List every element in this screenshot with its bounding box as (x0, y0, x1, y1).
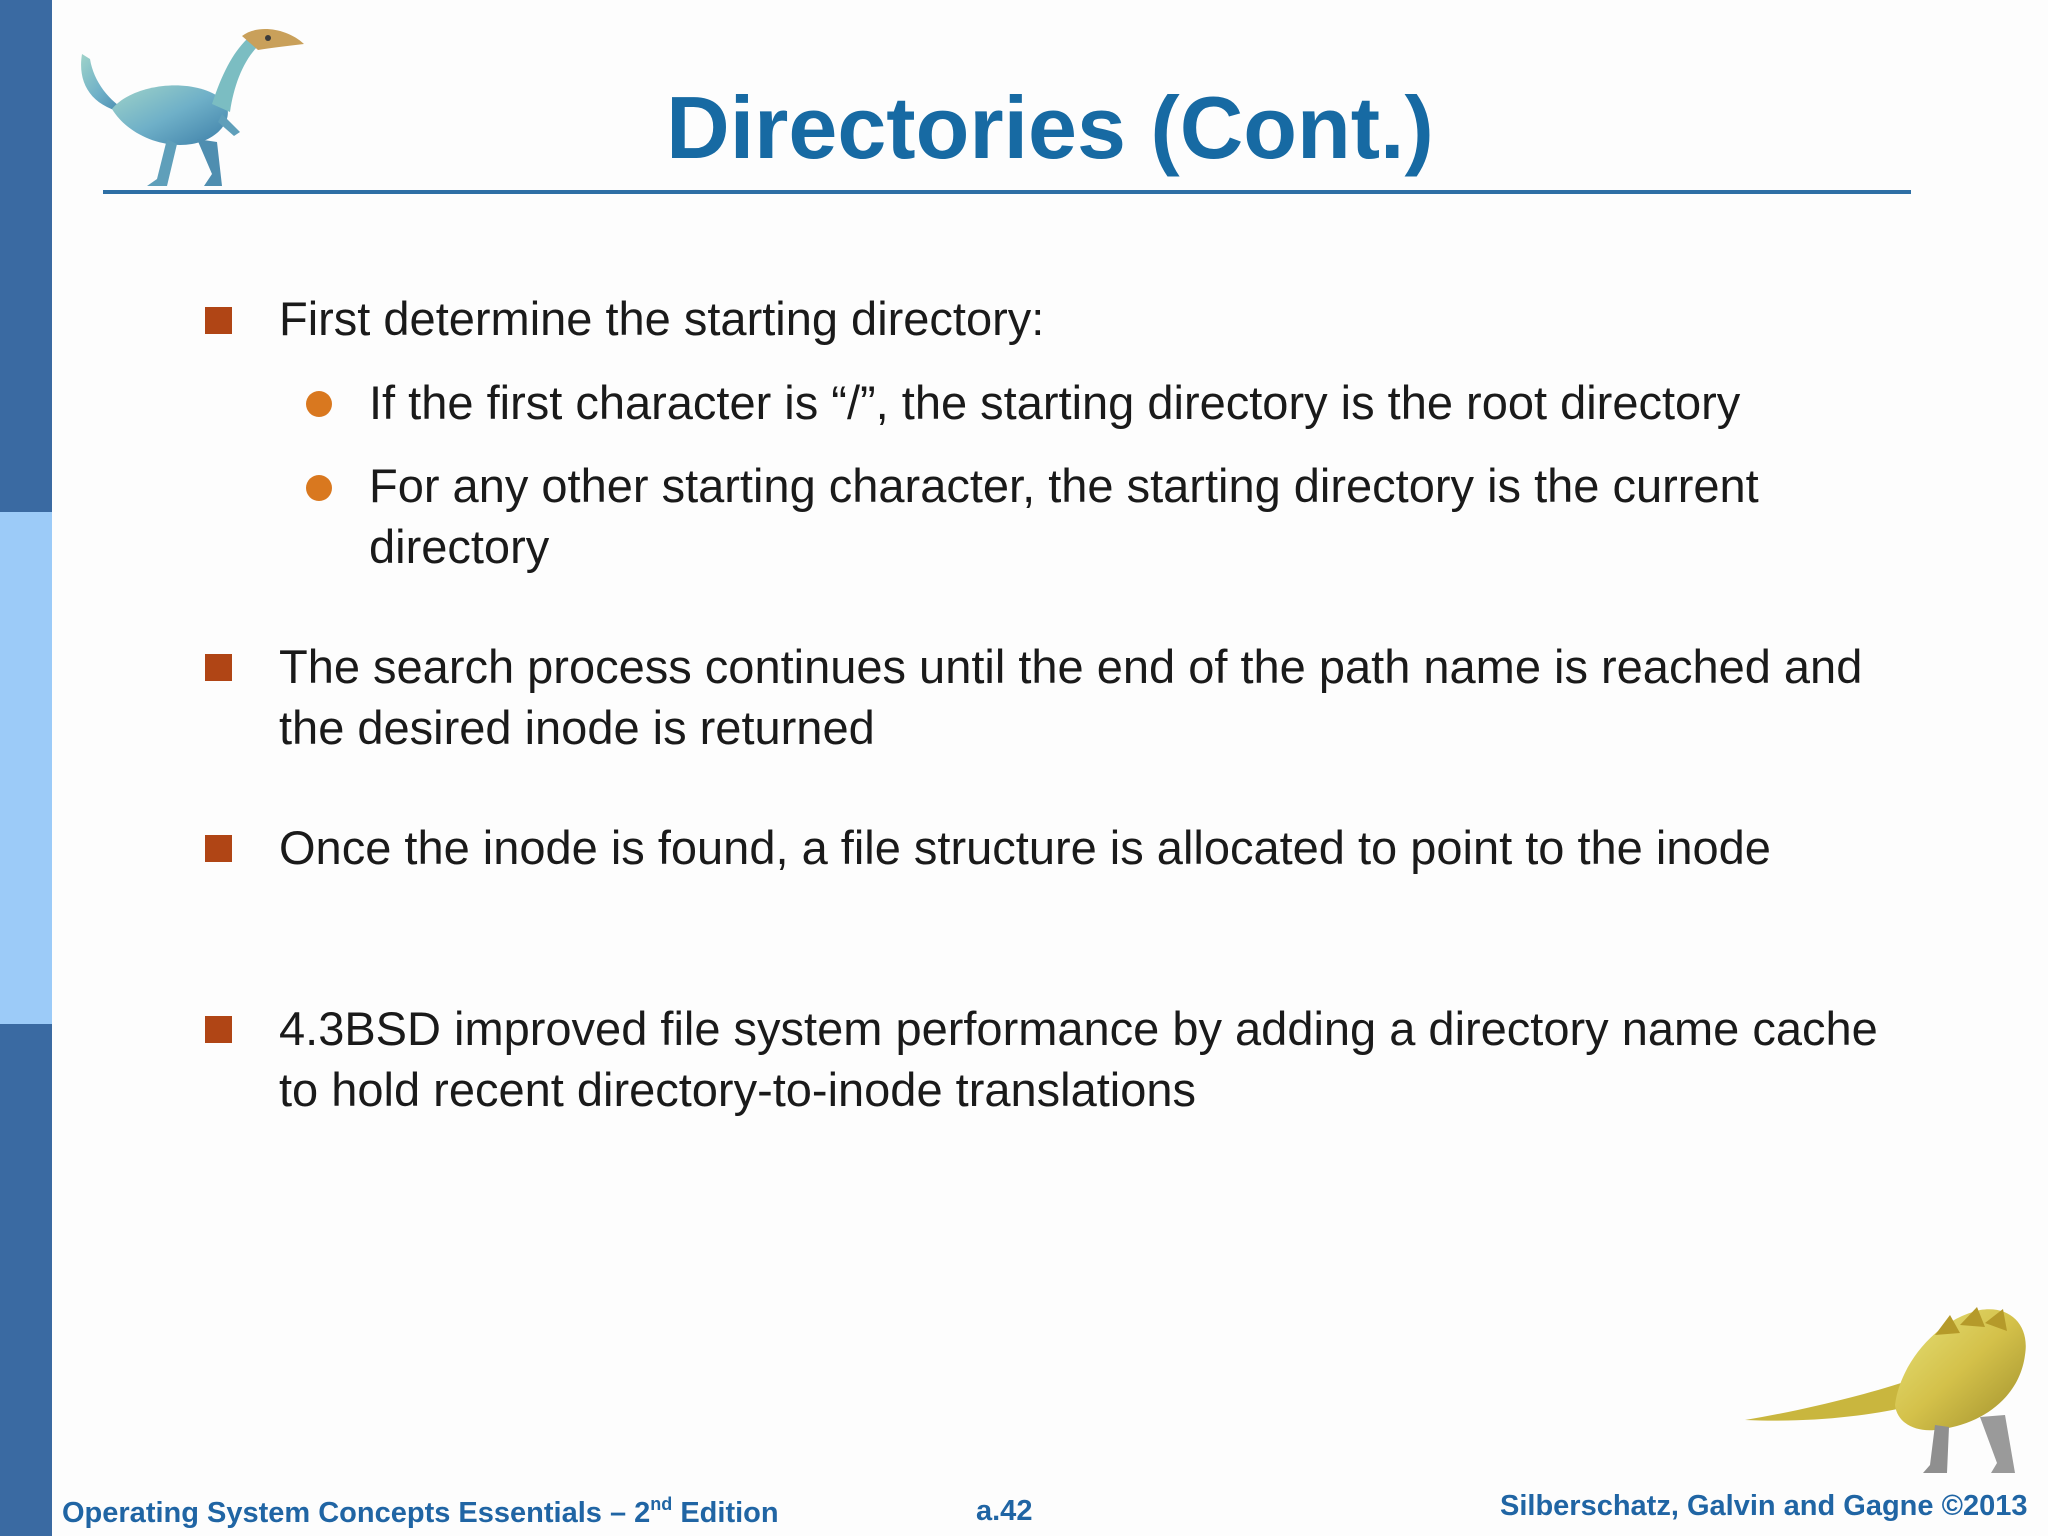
bullet-text-2: The search process continues until the end of the path name is reached and the desired inode is returned (279, 640, 1863, 754)
bullet-square-icon (205, 1016, 232, 1043)
bullet-text-4: 4.3BSD improved file system performance by adding a directory name cache to hold recent directory-to-inode translations (279, 1002, 1878, 1116)
slide-title: Directories (Cont.) (666, 78, 1434, 177)
bullet-square-icon (205, 835, 232, 862)
footer-copyright: Silberschatz, Galvin and Gagne ©2013 (1500, 1490, 2028, 1522)
sub-bullet-text-2: For any other starting character, the starting directory is the current directory (369, 459, 1759, 573)
bullet-text-3: Once the inode is found, a file structure is allocated to point to the inode (279, 821, 1771, 874)
bullet-dot-icon (306, 475, 332, 501)
dinosaur-bottom-right-icon (1735, 1295, 2040, 1480)
bullet-square-icon (205, 307, 232, 334)
footer-page-number: a.42 (976, 1495, 1033, 1527)
footer-book-title: Operating System Concepts Essentials – 2nd Edition (62, 1494, 779, 1529)
bullet-square-icon (205, 654, 232, 681)
bullet-dot-icon (306, 391, 332, 417)
sub-bullet-text-1: If the first character is “/”, the starting directory is the root directory (369, 376, 1741, 429)
bullet-text-1: First determine the starting directory: (279, 292, 1045, 345)
